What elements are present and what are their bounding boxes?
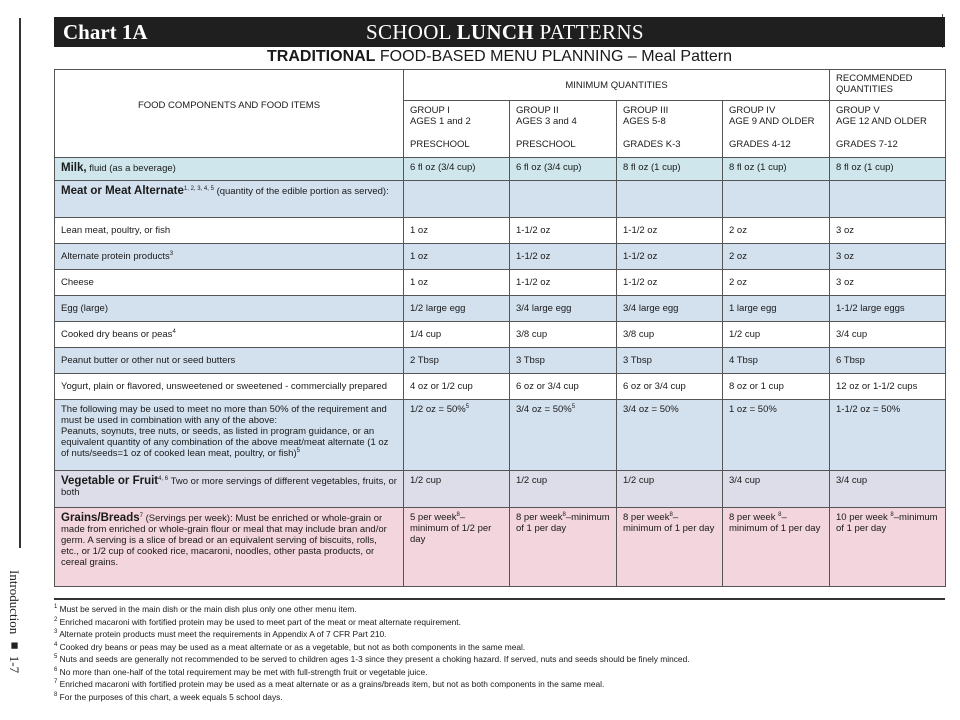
table-row <box>55 218 946 244</box>
chart-subtitle: TRADITIONAL FOOD-BASED MENU PLANNING – Meal Pattern <box>54 47 945 71</box>
group-header: GROUP IV AGE 9 AND OLDER GRADES 4-12 <box>723 101 830 158</box>
table-cell: 8 per week$^8$–minimum of 1 per day <box>510 508 617 587</box>
minimum-quantities-header: MINIMUM QUANTITIES <box>404 70 830 101</box>
table-cell: 3/4 cup <box>830 471 946 508</box>
footnote: $^1$ Must be served in the main dish or the main dish plus only one other menu item. <box>54 603 357 614</box>
table-row <box>55 244 946 270</box>
table-cell: 1 oz <box>404 244 510 270</box>
footnote: $^8$ For the purposes of this chart, a week equals 5 school days. <box>54 691 283 702</box>
table-cell: 2 oz <box>723 244 830 270</box>
table-row <box>55 374 946 400</box>
grains-breads-label: Grains/Breads$^7$ (Servings per week): Must be enriched or whole-grain or made from enriched or whole-grain flour or meal that may include bran and/or germ. A serving is a slice of bread or an equivalent serving of biscuits, rolls, etc., or 1/2 cup of cooked rice, macaroni, noodles, other pasta products, or cereal grains. <box>55 508 404 587</box>
footnote: $^5$ Nuts and seeds are generally not recommended to be served to children ages 1-3 since they present a choking hazard. If served, nuts and seeds should be finely minced. <box>54 653 690 664</box>
table-cell: 3/4 large egg <box>510 296 617 322</box>
footnote: $^4$ Cooked dry beans or peas may be used as a meat alternate or as a vegetable, but not as both components in the same meal. <box>54 641 526 652</box>
chart-number: Chart 1A <box>63 19 148 44</box>
table-cell: 3/4 oz = 50%$^5$ <box>510 400 617 471</box>
row-label: Cooked dry beans or peas$^4$ <box>55 322 404 348</box>
table-cell: 1 large egg <box>723 296 830 322</box>
table-cell: 1-1/2 oz <box>510 270 617 296</box>
footnote: $^2$ Enriched macaroni with fortified protein may be used to meet part of the meat or meat alternate requirement. <box>54 616 461 627</box>
table-cell: 3 oz <box>830 270 946 296</box>
row-label: Peanut butter or other nut or seed butters <box>55 348 404 374</box>
table-cell: 6 oz or 3/4 cup <box>617 374 723 400</box>
row-label: Yogurt, plain or flavored, unsweetened or sweetened - commercially prepared <box>55 374 404 400</box>
table-cell: 1-1/2 large eggs <box>830 296 946 322</box>
table-cell: 3/4 cup <box>723 471 830 508</box>
table-cell: 4 oz or 1/2 cup <box>404 374 510 400</box>
side-page-label: Introduction ■ 1-7 <box>7 570 22 674</box>
table-cell: 3 Tbsp <box>617 348 723 374</box>
header-row-top <box>55 70 946 101</box>
table-cell: 8 fl oz (1 cup) <box>830 158 946 181</box>
nuts-seeds-row <box>55 400 946 471</box>
group-header: GROUP III AGES 5-8 GRADES K-3 <box>617 101 723 158</box>
food-components-header: FOOD COMPONENTS AND FOOD ITEMS <box>55 70 404 158</box>
row-label: Cheese <box>55 270 404 296</box>
milk-label: Milk, fluid (as a beverage) <box>55 158 404 181</box>
table-cell: 2 Tbsp <box>404 348 510 374</box>
table-cell: 3/4 large egg <box>617 296 723 322</box>
table-cell: 3 Tbsp <box>510 348 617 374</box>
table-cell: 12 oz or 1-1/2 cups <box>830 374 946 400</box>
table-cell: 8 oz or 1 cup <box>723 374 830 400</box>
table-cell: 5 per week$^8$–minimum of 1/2 per day <box>404 508 510 587</box>
row-label: Alternate protein products$^3$ <box>55 244 404 270</box>
table-cell: 2 oz <box>723 218 830 244</box>
nuts-seeds-label: The following may be used to meet no more than 50% of the requirement and must be used in combination with any of the above: Peanuts, soynuts, tree nuts, or seeds, as listed in program guidance, or an equivalent quantity of any combination of the above meat/meat alternate (1 oz of nuts/seeds=1 oz of cooked lean meat, poultry, or fish)$^5$ <box>55 400 404 471</box>
table-row <box>55 270 946 296</box>
left-rule <box>19 18 21 548</box>
milk-row <box>55 158 946 181</box>
table-cell: 3 oz <box>830 218 946 244</box>
table-cell: 1/2 cup <box>404 471 510 508</box>
table-cell: 6 oz or 3/4 cup <box>510 374 617 400</box>
table-cell: 6 Tbsp <box>830 348 946 374</box>
table-cell: 6 fl oz (3/4 cup) <box>510 158 617 181</box>
table-cell: 1/2 cup <box>723 322 830 348</box>
footnotes <box>54 598 945 702</box>
table-cell: 2 oz <box>723 270 830 296</box>
table-cell: 1 oz <box>404 218 510 244</box>
table-cell: 3/4 cup <box>830 322 946 348</box>
chart-title: SCHOOL LUNCH PATTERNS <box>366 19 644 44</box>
table-cell: 3/8 cup <box>510 322 617 348</box>
table-cell: 1-1/2 oz <box>617 218 723 244</box>
footnote: $^3$ Alternate protein products must meet the requirements in Appendix A of 7 CFR Part 210. <box>54 628 387 639</box>
vegetable-fruit-label: Vegetable or Fruit$^{4, 6}$ Two or more servings of different vegetables, fruits, or both <box>55 471 404 508</box>
table-cell: 1/2 large egg <box>404 296 510 322</box>
table-cell: 1-1/2 oz <box>510 244 617 270</box>
table-row <box>55 322 946 348</box>
group-header: GROUP II AGES 3 and 4 PRESCHOOL <box>510 101 617 158</box>
table-cell: 1-1/2 oz <box>617 244 723 270</box>
table-cell: 3/8 cup <box>617 322 723 348</box>
table-cell: 8 per week$^8$–minimum of 1 per day <box>617 508 723 587</box>
table-cell: 1/4 cup <box>404 322 510 348</box>
footnote: $^6$ No more than one-half of the total requirement may be met with full-strength fruit or vegetable juice. <box>54 666 428 677</box>
table-cell: 1/2 cup <box>510 471 617 508</box>
grains-breads-row <box>55 508 946 587</box>
footnote: $^7$ Enriched macaroni with fortified protein may be used as a meat alternate or as a grains/breads item, but not as both components in the same meal. <box>54 678 605 689</box>
table-cell: 8 per week $^8$–minimum of 1 per day <box>723 508 830 587</box>
meal-pattern-table <box>54 69 946 587</box>
table-cell: 1 oz <box>404 270 510 296</box>
table-cell: 8 fl oz (1 cup) <box>617 158 723 181</box>
table-cell: 4 Tbsp <box>723 348 830 374</box>
table-cell: 6 fl oz (3/4 cup) <box>404 158 510 181</box>
table-cell: 1-1/2 oz <box>617 270 723 296</box>
table-row <box>55 296 946 322</box>
table-cell: 3 oz <box>830 244 946 270</box>
row-label: Lean meat, poultry, or fish <box>55 218 404 244</box>
table-cell: 1/2 oz = 50%$^5$ <box>404 400 510 471</box>
recommended-quantities-header: RECOMMENDED QUANTITIES <box>830 70 946 101</box>
table-cell: 1/2 cup <box>617 471 723 508</box>
table-cell: 1 oz = 50% <box>723 400 830 471</box>
table-cell: 3/4 oz = 50% <box>617 400 723 471</box>
group-header: GROUP I AGES 1 and 2 PRESCHOOL <box>404 101 510 158</box>
row-label: Egg (large) <box>55 296 404 322</box>
table-cell: 1-1/2 oz <box>510 218 617 244</box>
table-cell: 10 per week $^8$–minimum of 1 per day <box>830 508 946 587</box>
table-cell: 8 fl oz (1 cup) <box>723 158 830 181</box>
table-cell: 1-1/2 oz = 50% <box>830 400 946 471</box>
group-header: GROUP V AGE 12 AND OLDER GRADES 7-12 <box>830 101 946 158</box>
chart-header-bar <box>54 17 945 47</box>
table-row <box>55 348 946 374</box>
vegetable-fruit-row <box>55 471 946 508</box>
meat-label: Meat or Meat Alternate$^{1, 2, 3, 4, 5}$ (quantity of the edible portion as served): <box>55 181 404 218</box>
meat-heading-row <box>55 181 946 218</box>
